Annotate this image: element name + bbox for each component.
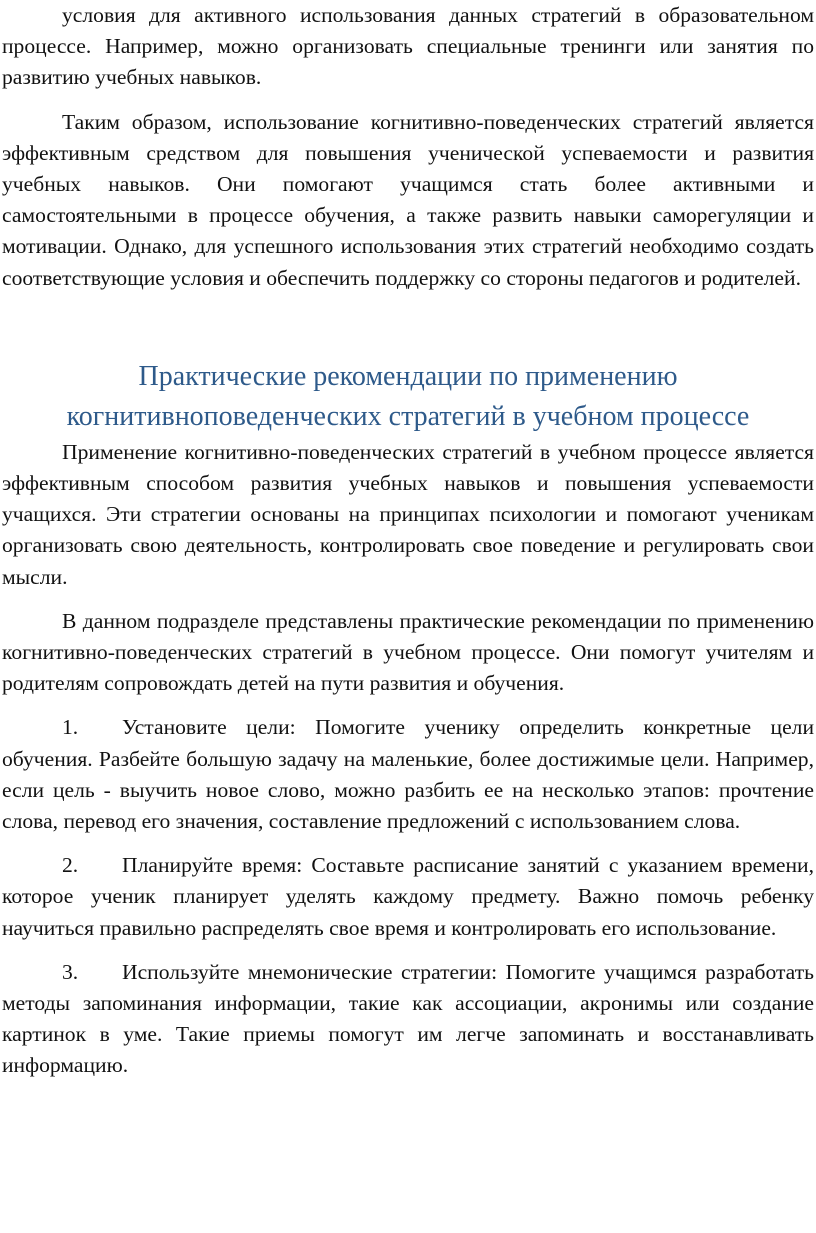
section-intro-paragraph: Применение когнитивно-поведенческих стратегий в учебном процессе является эффективным способом развития учебных навыков и повышения успеваемости учащихся. Эти стратегии основаны на принципах психологии и помогают ученикам организовать свою деятельность, контролировать свое поведение и регулировать свои мысли. (2, 439, 814, 589)
list-item (2, 712, 814, 837)
list-item-number: 3. (62, 959, 79, 984)
intro-tail-paragraph: условия для активного использования данных стратегий в образовательном процессе. Например, можно организовать специальные тренинги или занятия по развитию учебных навыков. (2, 3, 814, 90)
list-item-text: Используйте мнемонические стратегии: Помогите учащимся разработать методы запоминания информации, такие как ассоциации, акронимы или создание картинок в уме. Такие приемы помогут им легче запоминать и восстанавливать информацию. (2, 959, 814, 1078)
section-heading-line2: когнитивноповеденческих стратегий в учебном процессе (66, 400, 750, 432)
list-item-text: Установите цели: Помогите ученику определить конкретные цели обучения. Разбейте большую задачу на маленькие, более достижимые цели. Например, если цель - выучить новое слово, можно разбить ее на несколько этапов: прочтение слова, перевод его значения, составление предложений с использованием слова. (2, 715, 814, 834)
list-item-number: 2. (62, 853, 79, 878)
section-heading-line1: Практические рекомендации по применению (138, 360, 678, 392)
list-item-number: 1. (62, 715, 79, 740)
section-overview-paragraph: В данном подразделе представлены практические рекомендации по применению когнитивно-поведенческих стратегий в учебном процессе. Они помогут учителям и родителям сопровождать детей на пути развития и обучения. (2, 608, 814, 696)
conclusion-paragraph: Таким образом, использование когнитивно-поведенческих стратегий является эффективным средством для повышения ученической успеваемости и развития учебных навыков. Они помогают учащимся стать более активными и самостоятельными в процессе обучения, а также развить навыки саморегуляции и мотивации. Однако, для успешного использования этих стратегий необходимо создать соответствующие условия и обеспечить поддержку со стороны педагогов и родителей. (2, 109, 814, 290)
list-item-text: Планируйте время: Составьте расписание занятий с указанием времени, которое ученик планирует уделять каждому предмету. Важно помочь ребенку научиться правильно распределять свое время и контролировать его использование. (2, 853, 814, 940)
list-item (2, 850, 814, 944)
list-item (2, 957, 814, 1082)
section-heading (2, 357, 814, 437)
